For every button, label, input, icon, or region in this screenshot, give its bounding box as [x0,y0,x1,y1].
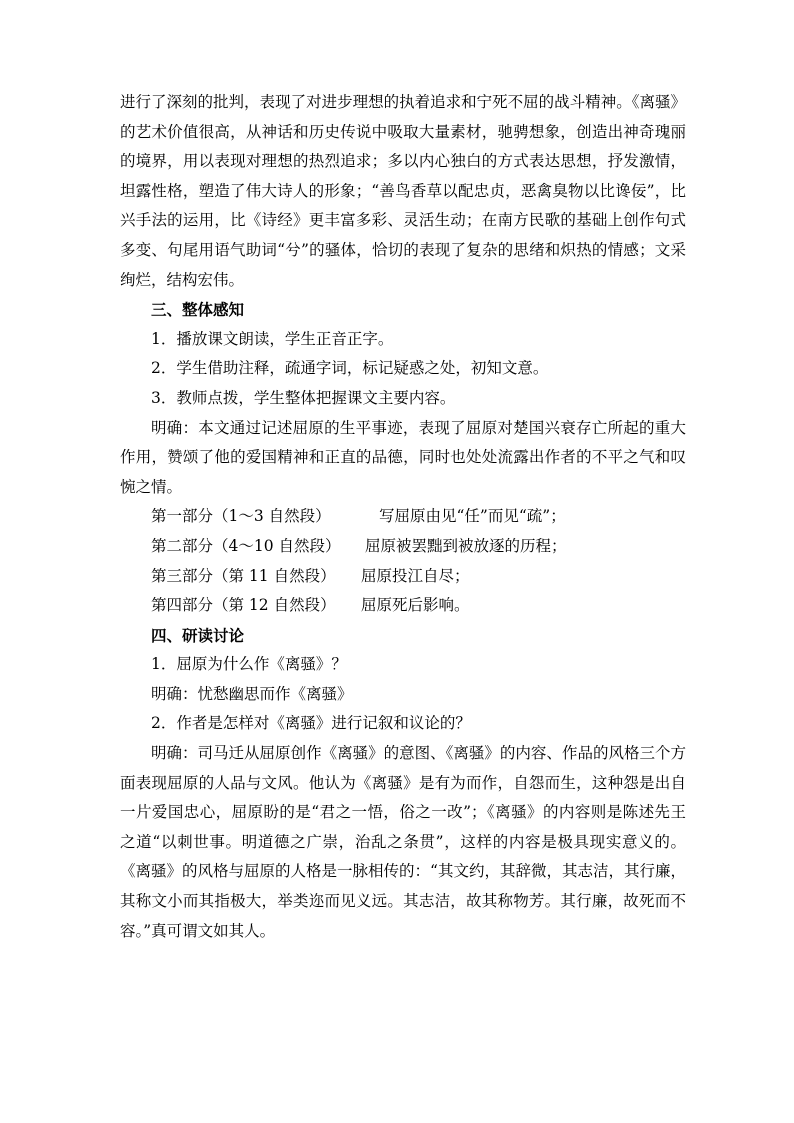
part-label: 第三部分（第 11 自然段） [151,566,336,585]
part-description: 写屈原由见“任”而见“疏”； [379,507,566,526]
answer-paragraph: 明确：本文通过记述屈原的生平事迹，表现了屈原对楚国兴衰存亡所起的重大作用，赞颂了他的爱国精神和正直的品德，同时也处处流露出作者的不平之气和叹惋之情。 [120,418,686,496]
list-item: 1．播放课文朗读，学生正音正字。 [151,329,394,348]
structure-part-4 [120,591,686,621]
question-2: 2．作者是怎样对《离骚》进行记叙和议论的？ [151,714,471,733]
question-1: 1．屈原为什么作《离骚》？ [151,655,347,674]
part-description: 屈原投江自尽； [361,566,470,585]
part-label: 第一部分（1～3 自然段） [151,507,331,526]
list-item: 2．学生借助注释，疏通字词，标记疑惑之处，初知文意。 [151,359,549,378]
document-body [120,88,686,946]
list-item: 3．教师点拨，学生整体把握课文主要内容。 [151,388,456,407]
answer-2: 明确：司马迁从屈原创作《离骚》的意图、《离骚》的内容、作品的风格三个方面表现屈原的人品与文风。他认为《离骚》是有为而作，自怨而生，这种怨是出自一片爱国忠心，屈原盼的是“君之一悟，俗之一改”；《离骚》的内容则是陈述先王之道“以刺世事。明道德之广崇，治乱之条贯”，这样的内容是极具现实意义的。《离骚》的风格与屈原的人格是一脉相传的：“其文约，其辞微，其志洁，其行廉，其称文小而其指极大，举类迩而见义远。其志洁，故其称物芳。其行廉，故死而不容。”真可谓文如其人。 [120,744,686,940]
section-heading-overall-perception: 三、整体感知 [151,300,245,320]
part-description: 屈原被罢黜到被放逐的历程； [365,536,567,555]
structure-part-3 [120,562,686,592]
part-description: 屈原死后影响。 [361,596,470,615]
section-heading-study-discussion: 四、研读讨论 [151,625,245,645]
structure-part-1 [120,502,686,532]
part-label: 第四部分（第 12 自然段） [151,596,336,615]
answer-1: 明确：忧愁幽思而作《离骚》 [151,684,353,703]
part-label: 第二部分（4～10 自然段） [151,536,341,555]
structure-part-2 [120,532,686,562]
intro-paragraph: 进行了深刻的批判，表现了对进步理想的执着追求和宁死不屈的战斗精神。《离骚》的艺术价值很高，从神话和历史传说中吸取大量素材，驰骋想象，创造出神奇瑰丽的境界，用以表现对理想的热烈追求；多以内心独白的方式表达思想，抒发激情，坦露性格，塑造了伟大诗人的形象；“善鸟香草以配忠贞，恶禽臭物以比谗佞”，比兴手法的运用，比《诗经》更丰富多彩、灵活生动；在南方民歌的基础上创作句式多变、句尾用语气助词“兮”的骚体，恰切的表现了复杂的思绪和炽热的情感；文采绚烂，结构宏伟。 [120,93,686,289]
